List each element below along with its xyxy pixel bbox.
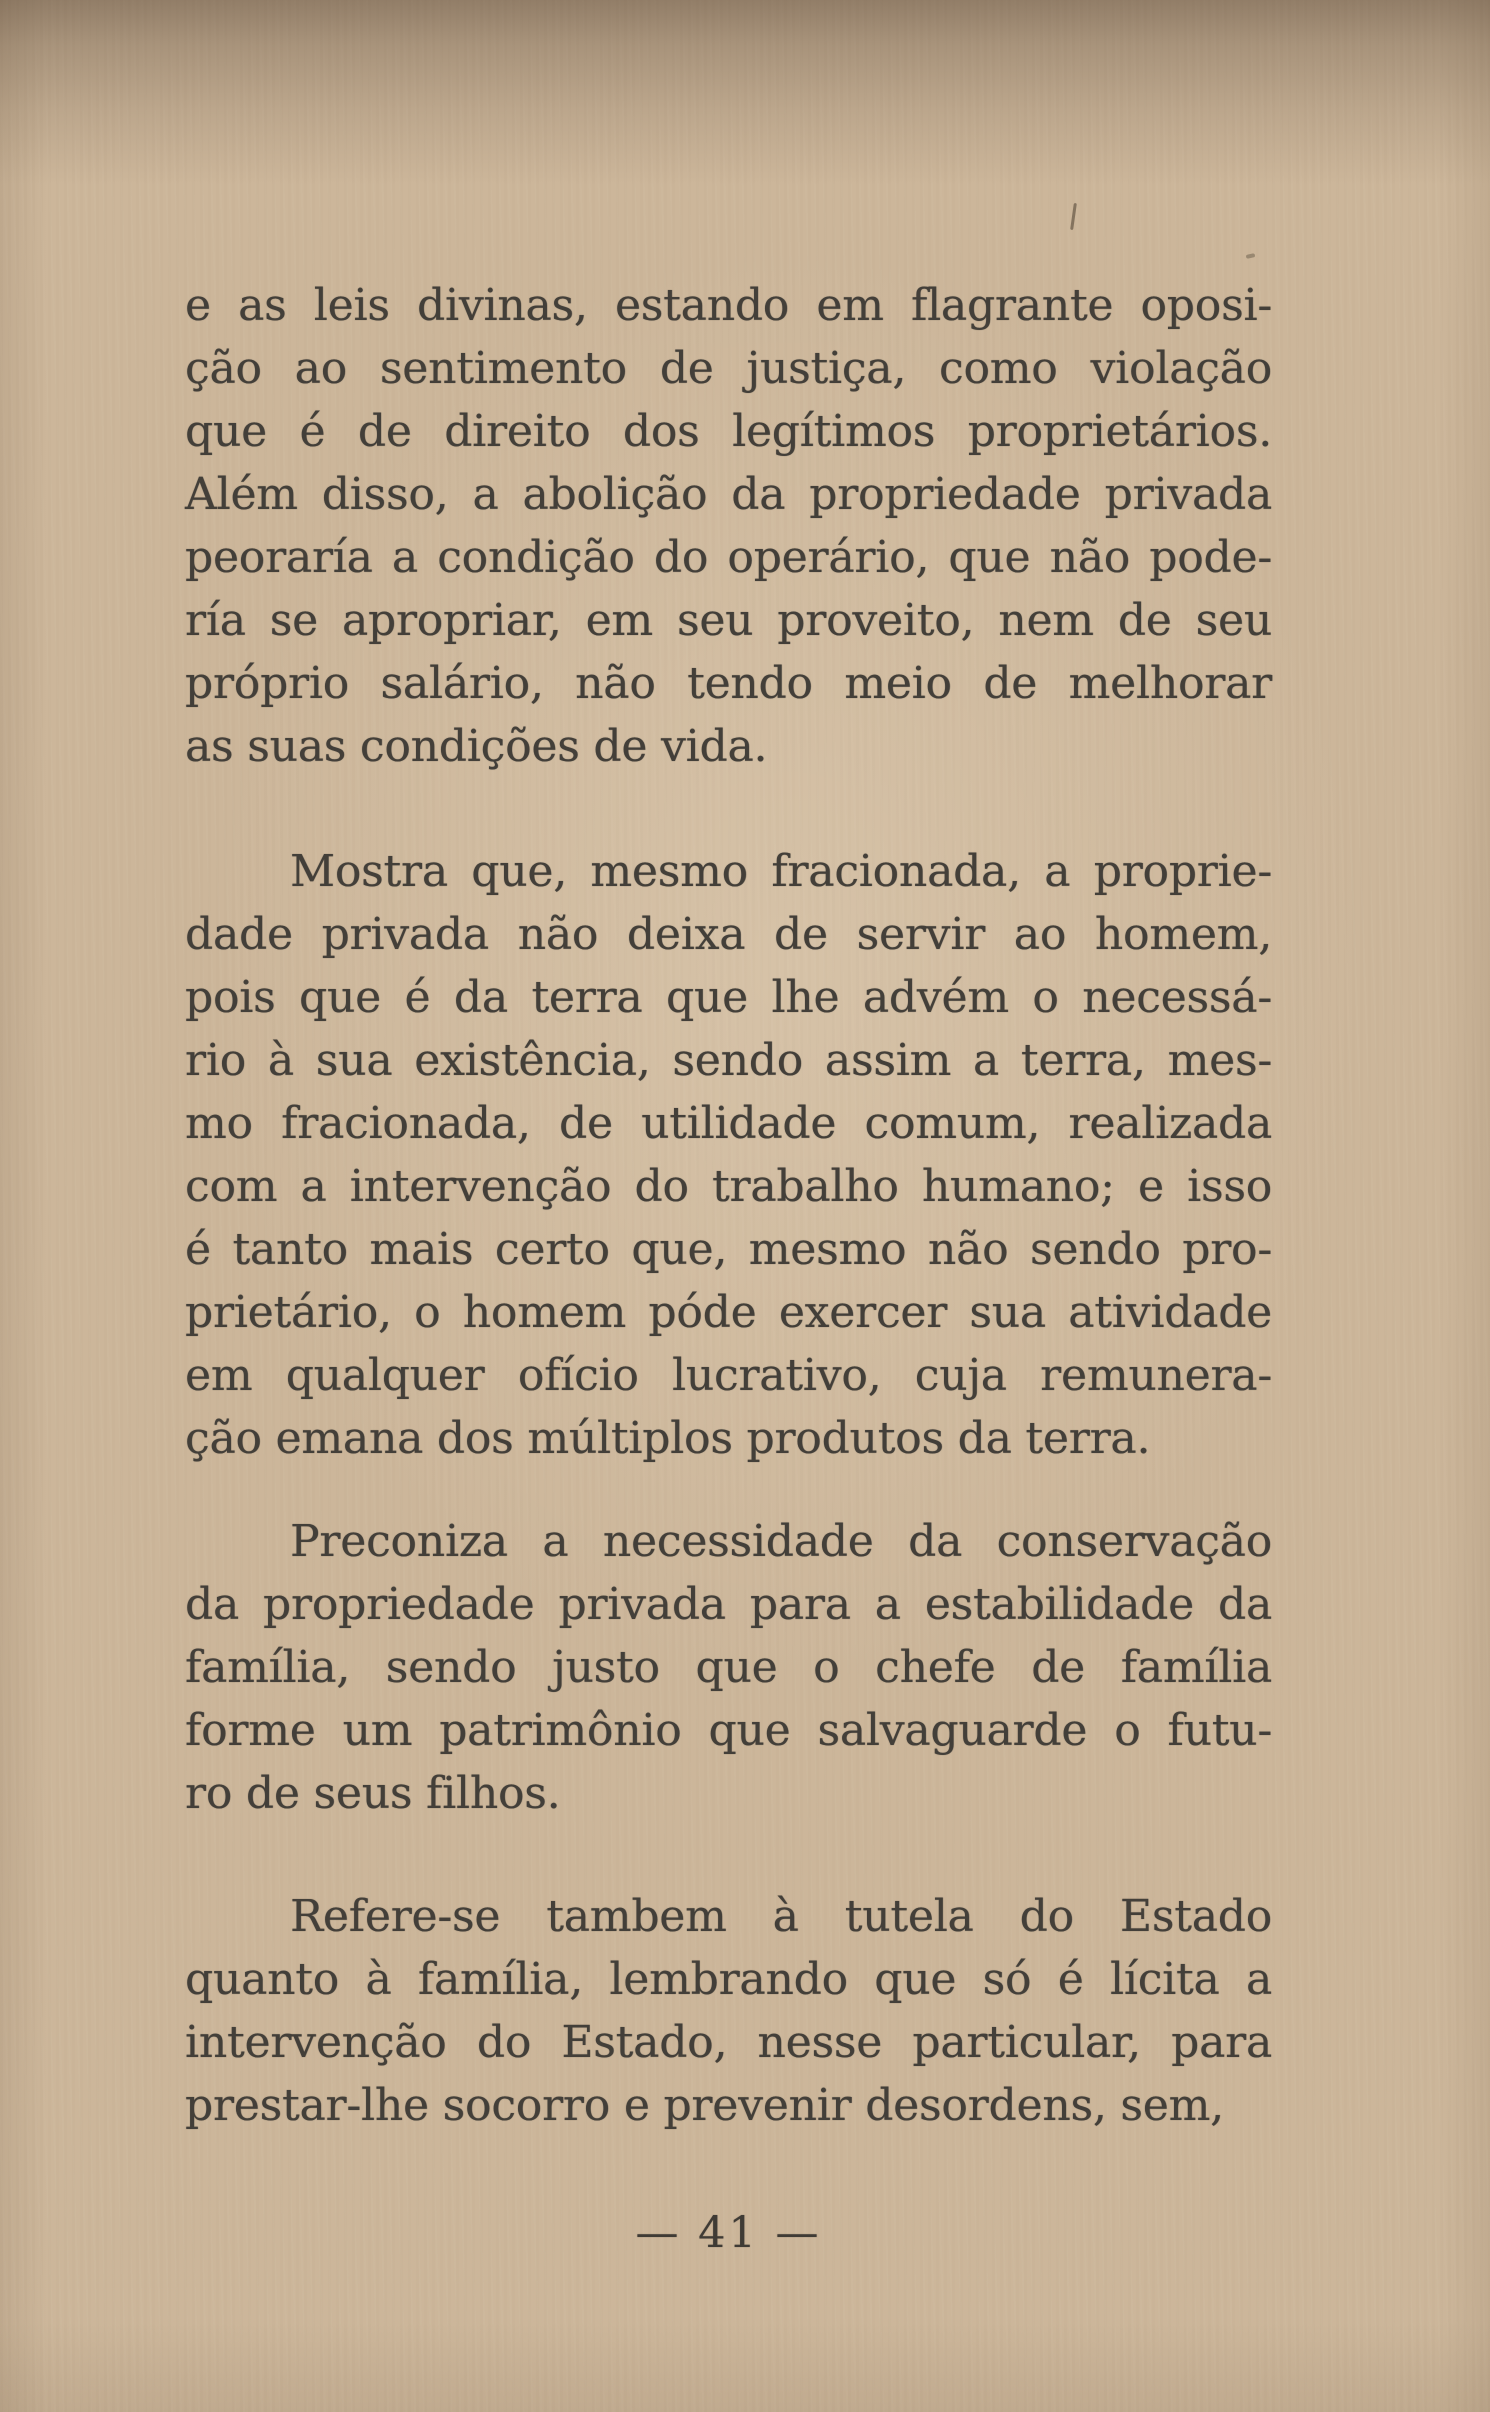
- text-line: pois que é da terra que lhe advém o necessá-: [185, 972, 1272, 1023]
- body-text: [185, 274, 1272, 2137]
- text-line: as suas condições de vida.: [185, 721, 768, 772]
- text-line: forme um patrimônio que salvaguarde o futu-: [185, 1705, 1272, 1756]
- text-line: família, sendo justo que o chefe de família: [185, 1642, 1272, 1693]
- text-line: mo fracionada, de utilidade comum, realizada: [185, 1098, 1272, 1149]
- text-line: dade privada não deixa de servir ao homem,: [185, 909, 1272, 960]
- text-line: e as leis divinas, estando em flagrante oposi-: [185, 280, 1272, 331]
- text-line: com a intervenção do trabalho humano; e isso: [185, 1161, 1272, 1212]
- text-line: intervenção do Estado, nesse particular, para: [185, 2017, 1272, 2068]
- text-line: quanto à família, lembrando que só é lícita a: [185, 1954, 1272, 2005]
- text-line: ro de seus filhos.: [185, 1768, 561, 1819]
- text-line: da propriedade privada para a estabilidade da: [185, 1579, 1272, 1630]
- text-line: Mostra que, mesmo fracionada, a proprie-: [290, 846, 1272, 897]
- text-line: peoraría a condição do operário, que não pode-: [185, 532, 1272, 583]
- text-line: é tanto mais certo que, mesmo não sendo pro-: [185, 1224, 1272, 1275]
- paragraph-mostra: [185, 840, 1272, 1470]
- text-line: próprio salário, não tendo meio de melhorar: [185, 658, 1272, 709]
- text-line: prestar-lhe socorro e prevenir desordens, sem,: [185, 2080, 1224, 2131]
- scan-artifact-tick: [1070, 203, 1077, 230]
- text-line: Além disso, a abolição da propriedade privada: [185, 469, 1272, 520]
- text-line: que é de direito dos legítimos proprietários.: [185, 406, 1272, 457]
- paragraph-refere-se: [185, 1885, 1272, 2137]
- text-line: ção emana dos múltiplos produtos da terra.: [185, 1413, 1151, 1464]
- text-line: ção ao sentimento de justiça, como violação: [185, 343, 1272, 394]
- text-line: ría se apropriar, em seu proveito, nem de seu: [185, 595, 1272, 646]
- text-line: rio à sua existência, sendo assim a terra, mes-: [185, 1035, 1272, 1086]
- page-number: — 41 —: [635, 2208, 822, 2258]
- paragraph-preconiza: [185, 1510, 1272, 1825]
- text-line: prietário, o homem póde exercer sua atividade: [185, 1287, 1272, 1338]
- text-line: Refere-se tambem à tutela do Estado: [290, 1891, 1272, 1942]
- paragraph-continuation: [185, 274, 1272, 778]
- text-line: em qualquer ofício lucrativo, cuja remunera-: [185, 1350, 1272, 1401]
- scan-artifact-speck: [1246, 253, 1256, 259]
- text-line: Preconiza a necessidade da conservação: [290, 1516, 1272, 1567]
